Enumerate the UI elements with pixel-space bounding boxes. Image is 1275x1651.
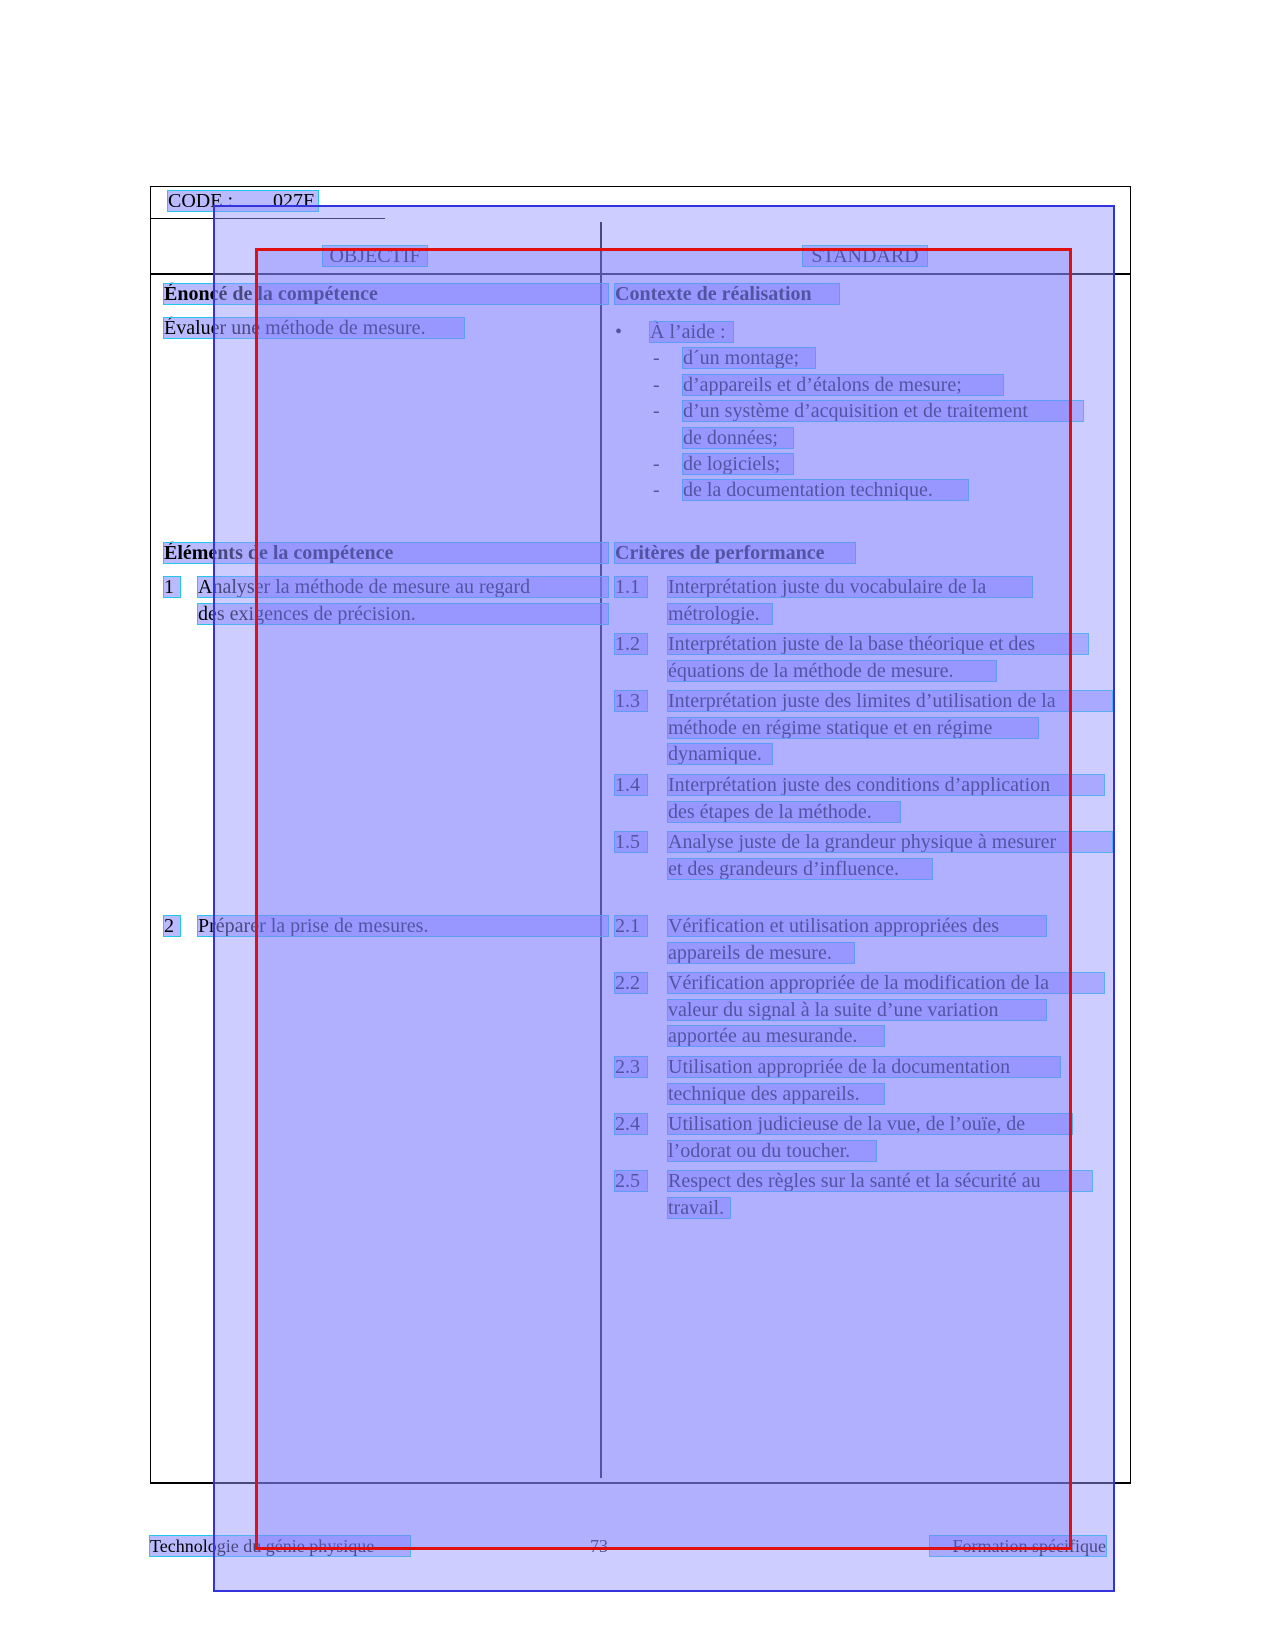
critere-line: Vérification appropriée de la modification de la bbox=[668, 973, 1104, 993]
critere-line: Interprétation juste des limites d’utilisation de la bbox=[668, 691, 1112, 711]
element-line: Analyser la méthode de mesure au regard bbox=[198, 577, 608, 597]
dash-icon: - bbox=[653, 400, 660, 422]
dash-icon: - bbox=[653, 347, 660, 369]
critere-line: Utilisation judicieuse de la vue, de l’ouïe, de bbox=[668, 1114, 1072, 1134]
critere-line: appareils de mesure. bbox=[668, 943, 854, 963]
critere-line: métrologie. bbox=[668, 604, 772, 624]
critere-line: l’odorat ou du toucher. bbox=[668, 1141, 876, 1161]
critere-line: équations de la méthode de mesure. bbox=[668, 661, 996, 681]
aide-label: À l’aide : bbox=[650, 322, 733, 342]
critere-line: méthode en régime statique et en régime bbox=[668, 718, 1038, 738]
enonce-text: Évaluer une méthode de mesure. bbox=[164, 318, 464, 338]
page-number: 73 bbox=[590, 1536, 608, 1556]
elements-title: Éléments de la compétence bbox=[164, 543, 608, 563]
code-label: CODE : bbox=[168, 190, 233, 212]
critere-line: valeur du signal à la suite d’une variation bbox=[668, 1000, 1046, 1020]
critere-number: 1.3 bbox=[615, 691, 647, 711]
bullet-icon: • bbox=[615, 321, 623, 343]
critere-line: Interprétation juste du vocabulaire de la bbox=[668, 577, 1032, 597]
aide-item: de la documentation technique. bbox=[683, 480, 968, 500]
criteres-title: Critères de performance bbox=[615, 543, 855, 563]
critere-line: technique des appareils. bbox=[668, 1084, 884, 1104]
element-number: 1 bbox=[164, 577, 180, 597]
critere-number: 1.1 bbox=[615, 577, 647, 597]
critere-number: 2.4 bbox=[615, 1114, 647, 1134]
critere-number: 2.2 bbox=[615, 973, 647, 993]
critere-number: 1.5 bbox=[615, 832, 647, 852]
critere-number: 1.2 bbox=[615, 634, 647, 654]
critere-line: Interprétation juste de la base théorique et des bbox=[668, 634, 1088, 654]
code-value: 027F bbox=[273, 190, 315, 212]
aide-item: d’appareils et d’étalons de mesure; bbox=[683, 375, 1003, 395]
critere-number: 2.5 bbox=[615, 1171, 647, 1191]
dash-icon: - bbox=[653, 479, 660, 501]
element-number: 2 bbox=[164, 916, 180, 936]
element-line: des exigences de précision. bbox=[198, 604, 608, 624]
aide-item: de logiciels; bbox=[683, 454, 793, 474]
dash-icon: - bbox=[653, 453, 660, 475]
critere-line: Interprétation juste des conditions d’application bbox=[668, 775, 1104, 795]
contexte-title: Contexte de réalisation bbox=[615, 284, 839, 304]
dash-icon: - bbox=[653, 374, 660, 396]
aide-item: d´un montage; bbox=[683, 348, 815, 368]
critere-line: Vérification et utilisation appropriées des bbox=[668, 916, 1046, 936]
critere-line: travail. bbox=[668, 1198, 730, 1218]
critere-line: dynamique. bbox=[668, 744, 772, 764]
critere-line: apportée au mesurande. bbox=[668, 1026, 884, 1046]
column-heading-standard: STANDARD bbox=[803, 246, 927, 266]
critere-line: Respect des règles sur la santé et la sécurité au bbox=[668, 1171, 1092, 1191]
critere-line: des étapes de la méthode. bbox=[668, 802, 900, 822]
footer-left: Technologie du génie physique bbox=[150, 1536, 410, 1556]
critere-number: 2.1 bbox=[615, 916, 647, 936]
footer-right: Formation spécifique bbox=[930, 1536, 1106, 1556]
element-line: Préparer la prise de mesures. bbox=[198, 916, 608, 936]
enonce-title: Énoncé de la compétence bbox=[164, 284, 608, 304]
column-heading-objectif: OBJECTIF bbox=[323, 246, 427, 266]
aide-item: d’un système d’acquisition et de traitement bbox=[683, 401, 1083, 421]
aide-item-continuation: de données; bbox=[683, 428, 793, 448]
critere-line: et des grandeurs d’influence. bbox=[668, 859, 932, 879]
critere-number: 1.4 bbox=[615, 775, 647, 795]
critere-line: Utilisation appropriée de la documentation bbox=[668, 1057, 1060, 1077]
critere-number: 2.3 bbox=[615, 1057, 647, 1077]
region-overlay-inner bbox=[255, 248, 1072, 1550]
critere-line: Analyse juste de la grandeur physique à mesurer bbox=[668, 832, 1112, 852]
